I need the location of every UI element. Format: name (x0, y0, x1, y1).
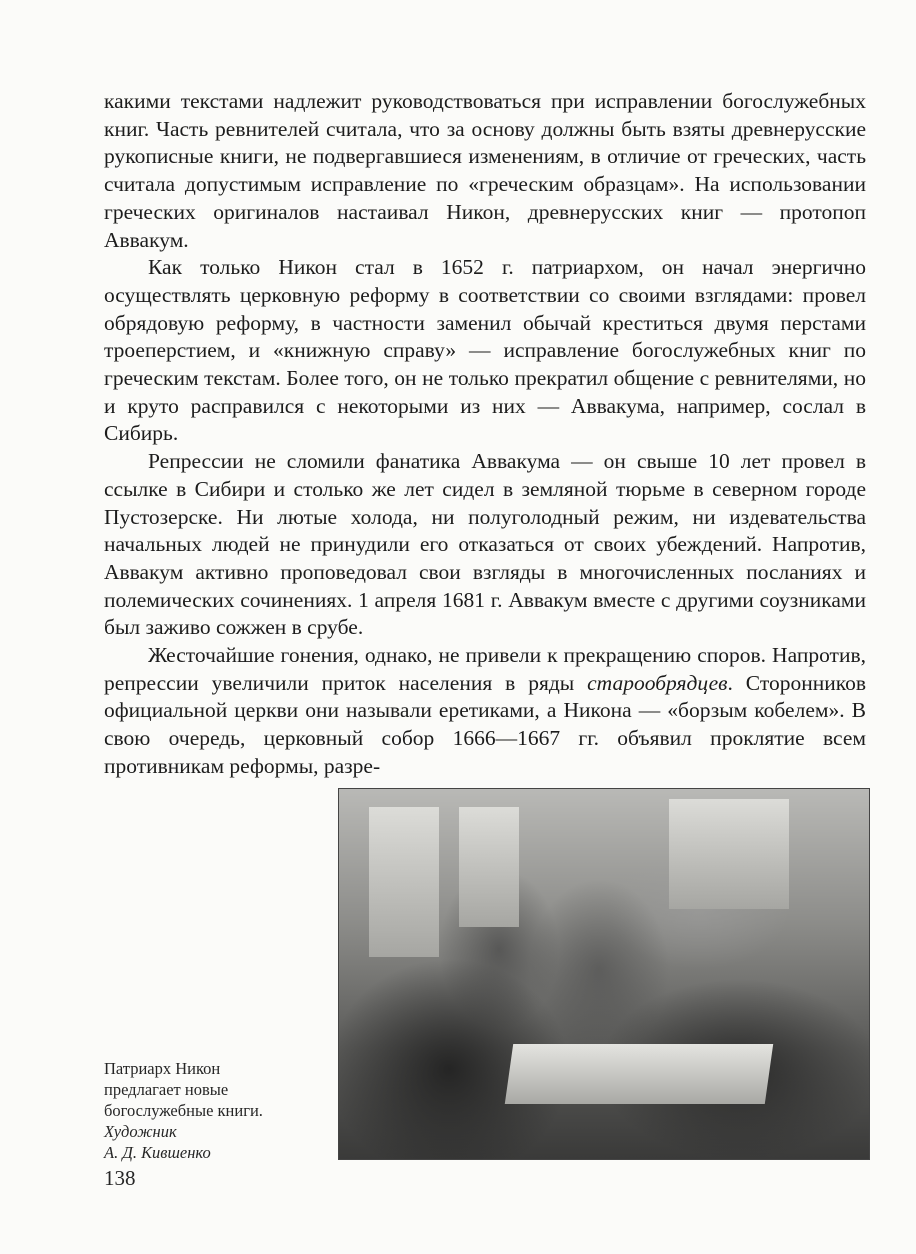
illustration-caption (104, 1058, 334, 1163)
paragraph-1: какими текстами надлежит руководствоваться при исправлении богослужебных книг. Часть ревнителей считала, что за основу должны быть взяты древнерусские рукописные книги, не подвергавшиеся изменениям, в отличие от греческих, часть считала допустимым исправление по «греческим образцам». На использовании греческих оригиналов настаивал Никон, древнерусских книг — протопоп Аввакум. (104, 89, 866, 252)
body-text (104, 88, 866, 781)
paragraph-4-start: Жесточайшие гонения, однако, не привели к прекращению споров. Напротив, репрессии увеличили приток населения в ряды (104, 643, 866, 695)
paragraph-4-end: . Сторонников официальной церкви они называли еретиками, а Никона — «борзым кобелем». В свою очередь, церковный собор 1666—1667 гг. объявил проклятие всем противникам реформы, разре- (104, 670, 866, 778)
illustration-window-left (369, 807, 439, 957)
paragraph-3: Репрессии не сломили фанатика Аввакума — он свыше 10 лет провел в ссылке в Сибири и столько же лет сидел в земляной тюрьме в северном городе Пустозерске. Ни лютые холода, ни полуголодный режим, ни издевательства начальных людей не принудили его отказаться от своих убеждений. Напротив, Аввакум активно проповедовал свои взгляды в многочисленных посланиях и полемических сочинениях. 1 апреля 1681 г. Аввакум вместе с другими соузниками был заживо сожжен в срубе. (104, 449, 866, 640)
engraving-illustration (338, 788, 870, 1160)
caption-artist-label: Художник (104, 1122, 177, 1141)
caption-line-2: предлагает новые (104, 1080, 229, 1099)
illustration-background-building (669, 799, 789, 909)
page-number: 138 (104, 1166, 136, 1190)
paragraph-2: Как только Никон стал в 1652 г. патриархом, он начал энергично осуществлять церковную реформу в соответствии со своими взглядами: провел обрядовую реформу, в частности заменил обычай креститься двумя перстами троеперстием, и «книжную справу» — исправление богослужебных книг по греческим текстам. Более того, он не только прекратил общение с ревнителями, но и круто расправился с некоторыми из них — Аввакума, например, сослал в Сибирь. (104, 255, 866, 446)
caption-line-3: богослужебные книги. (104, 1101, 263, 1120)
illustration-window-middle (459, 807, 519, 927)
term-old-believers: старообрядцев (587, 670, 728, 695)
paragraph-4 (104, 642, 866, 781)
illustration-table (505, 1044, 773, 1104)
caption-artist-name: А. Д. Кившенко (104, 1143, 211, 1162)
caption-line-1: Патриарх Никон (104, 1059, 221, 1078)
